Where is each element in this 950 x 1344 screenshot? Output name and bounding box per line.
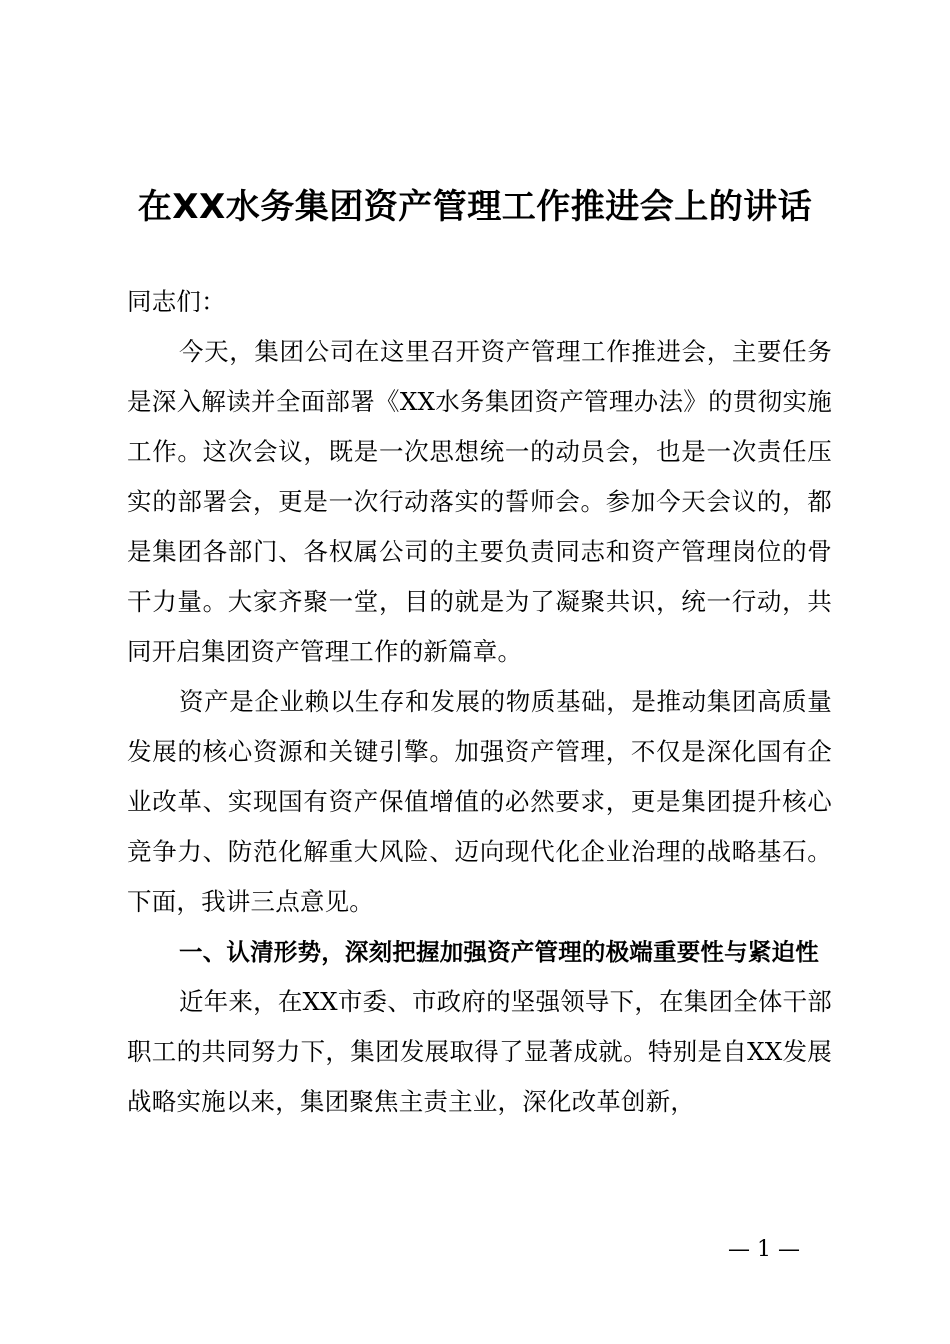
document-title: 在XX水务集团资产管理工作推进会上的讲话 [137, 187, 813, 227]
paragraph-opening: 今天，集团公司在这里召开资产管理工作推进会，主要任务是深入解读并全面部署《XX水务集团资产管理办法》的贯彻实施工作。这次会议，既是一次思想统一的动员会，也是一次责任压实的部署会，更是一次行动落实的誓师会。参加今天会议的，都是集团各部门、各权属公司的主要负责同志和资产管理岗位的骨干力量。大家齐聚一堂，目的就是为了凝聚共识，统一行动，共同开启集团资产管理工作的新篇章。 [127, 337, 832, 666]
document-body [127, 277, 832, 1127]
salutation: 同志们： [127, 287, 226, 316]
section-paragraph: 近年来，在XX市委、市政府的坚强领导下，在集团全体干部职工的共同努力下，集团发展取得了显著成就。特别是自XX发展战略实施以来，集团聚焦主责主业，深化改革创新， [127, 987, 832, 1116]
section-heading: 一、认清形势，深刻把握加强资产管理的极端重要性与紧迫性 [179, 938, 819, 966]
paragraph-assets: 资产是企业赖以生存和发展的物质基础，是推动集团高质量发展的核心资源和关键引擎。加强资产管理，不仅是深化国有企业改革、实现国有资产保值增值的必然要求，更是集团提升核心竞争力、防范化解重大风险、迈向现代化企业治理的战略基石。下面，我讲三点意见。 [127, 687, 832, 916]
page-number: — 1 — [728, 1237, 800, 1262]
